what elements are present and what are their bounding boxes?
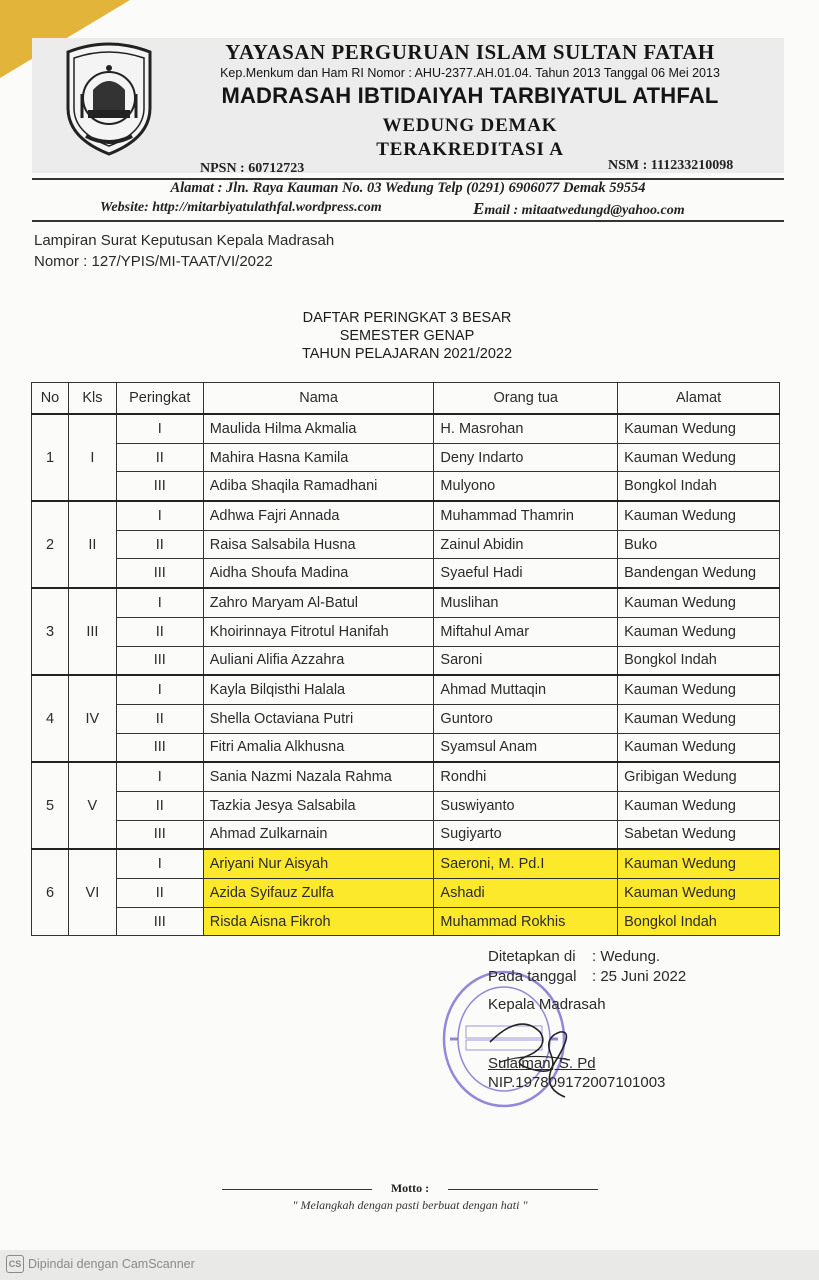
ranking-table bbox=[31, 382, 780, 936]
cell-alamat: Buko bbox=[618, 530, 780, 559]
cell-peringkat: I bbox=[116, 414, 203, 443]
table-row bbox=[32, 530, 780, 559]
cell-nama: Kayla Bilqisthi Halala bbox=[203, 675, 434, 704]
cell-peringkat: III bbox=[116, 559, 203, 588]
cell-alamat: Kauman Wedung bbox=[618, 588, 780, 617]
cell-nama: Adiba Shaqila Ramadhani bbox=[203, 472, 434, 501]
motto-rule-right bbox=[448, 1189, 598, 1190]
cell-orang-tua: Mulyono bbox=[434, 472, 618, 501]
cell-orang-tua: Sugiyarto bbox=[434, 820, 618, 849]
cell-orang-tua: Syamsul Anam bbox=[434, 733, 618, 762]
camscanner-icon: CS bbox=[6, 1255, 24, 1273]
cell-peringkat: I bbox=[116, 501, 203, 530]
table-header-row bbox=[32, 383, 780, 415]
place-value: : Wedung. bbox=[592, 948, 661, 965]
header-peringkat: Peringkat bbox=[116, 383, 203, 415]
cell-orang-tua: Saeroni, M. Pd.I bbox=[434, 849, 618, 878]
scanner-label: Dipindai dengan CamScanner bbox=[28, 1257, 195, 1271]
cell-orang-tua: Muhammad Thamrin bbox=[434, 501, 618, 530]
cell-alamat: Kauman Wedung bbox=[618, 791, 780, 820]
place-label: Ditetapkan di bbox=[488, 948, 576, 965]
table-row bbox=[32, 588, 780, 617]
school-location: WEDUNG DEMAK bbox=[382, 115, 558, 136]
cell-orang-tua: Muhammad Rokhis bbox=[434, 907, 618, 936]
table-row bbox=[32, 762, 780, 791]
cell-kelas: I bbox=[68, 414, 116, 501]
cell-nama: Tazkia Jesya Salsabila bbox=[203, 791, 434, 820]
cell-orang-tua: Deny Indarto bbox=[434, 443, 618, 472]
cell-alamat: Kauman Wedung bbox=[618, 443, 780, 472]
cell-orang-tua: Ashadi bbox=[434, 879, 618, 908]
table-row bbox=[32, 675, 780, 704]
cell-alamat: Kauman Wedung bbox=[618, 704, 780, 733]
cell-peringkat: III bbox=[116, 646, 203, 675]
cell-alamat: Kauman Wedung bbox=[618, 414, 780, 443]
table-row bbox=[32, 501, 780, 530]
table-row bbox=[32, 472, 780, 501]
cell-no: 4 bbox=[32, 675, 69, 762]
signer-nip: NIP.197809172007101003 bbox=[488, 1074, 666, 1091]
table-row bbox=[32, 443, 780, 472]
cell-no: 3 bbox=[32, 588, 69, 675]
table-row bbox=[32, 704, 780, 733]
cell-orang-tua: Zainul Abidin bbox=[434, 530, 618, 559]
cell-no: 6 bbox=[32, 849, 69, 936]
date-value: : 25 Juni 2022 bbox=[592, 968, 687, 985]
cell-alamat: Kauman Wedung bbox=[618, 501, 780, 530]
cell-kelas: IV bbox=[68, 675, 116, 762]
scanner-watermark bbox=[6, 1255, 195, 1273]
cell-orang-tua: Suswiyanto bbox=[434, 791, 618, 820]
table-row bbox=[32, 646, 780, 675]
cell-nama: Azida Syifauz Zulfa bbox=[203, 879, 434, 908]
cell-alamat: Bandengan Wedung bbox=[618, 559, 780, 588]
cell-nama: Fitri Amalia Alkhusna bbox=[203, 733, 434, 762]
cell-peringkat: III bbox=[116, 907, 203, 936]
table-row bbox=[32, 879, 780, 908]
cell-peringkat: III bbox=[116, 733, 203, 762]
cell-alamat: Kauman Wedung bbox=[618, 733, 780, 762]
cell-orang-tua: Ahmad Muttaqin bbox=[434, 675, 618, 704]
cell-kelas: III bbox=[68, 588, 116, 675]
cell-alamat: Bongkol Indah bbox=[618, 472, 780, 501]
cell-nama: Adhwa Fajri Annada bbox=[203, 501, 434, 530]
cell-orang-tua: Syaeful Hadi bbox=[434, 559, 618, 588]
cell-alamat: Kauman Wedung bbox=[618, 617, 780, 646]
header-kls: Kls bbox=[68, 383, 116, 415]
cell-orang-tua: Guntoro bbox=[434, 704, 618, 733]
cell-kelas: VI bbox=[68, 849, 116, 936]
cell-peringkat: I bbox=[116, 675, 203, 704]
cell-nama: Risda Aisna Fikroh bbox=[203, 907, 434, 936]
table-row bbox=[32, 559, 780, 588]
header-no: No bbox=[32, 383, 69, 415]
cell-kelas: II bbox=[68, 501, 116, 588]
cell-peringkat: I bbox=[116, 588, 203, 617]
table-row bbox=[32, 907, 780, 936]
cell-nama: Ahmad Zulkarnain bbox=[203, 820, 434, 849]
table-row bbox=[32, 733, 780, 762]
cell-alamat: Sabetan Wedung bbox=[618, 820, 780, 849]
cell-nama: Aidha Shoufa Madina bbox=[203, 559, 434, 588]
nsm: NSM : 111233210098 bbox=[608, 158, 734, 173]
cell-nama: Khoirinnaya Fitrotul Hanifah bbox=[203, 617, 434, 646]
cell-orang-tua: H. Masrohan bbox=[434, 414, 618, 443]
doc-subtitle-year: TAHUN PELAJARAN 2021/2022 bbox=[301, 346, 513, 362]
cell-kelas: V bbox=[68, 762, 116, 849]
decree-line: Kep.Menkum dan Ham RI Nomor : AHU-2377.AH.01.04. Tahun 2013 Tanggal 06 Mei 2013 bbox=[220, 66, 720, 80]
accreditation: TERAKREDITASI A bbox=[376, 139, 564, 160]
table-row bbox=[32, 617, 780, 646]
cell-peringkat: I bbox=[116, 849, 203, 878]
cell-orang-tua: Miftahul Amar bbox=[434, 617, 618, 646]
motto-text: " Melangkah dengan pasti berbuat dengan hati " bbox=[292, 1198, 528, 1212]
cell-nama: Raisa Salsabila Husna bbox=[203, 530, 434, 559]
header-alamat: Alamat bbox=[618, 383, 780, 415]
email-text: mail : mitaatwedungd@yahoo.com bbox=[484, 203, 685, 218]
cell-peringkat: II bbox=[116, 879, 203, 908]
header-orang-tua: Orang tua bbox=[434, 383, 618, 415]
cell-nama: Auliani Alifia Azzahra bbox=[203, 646, 434, 675]
school-name: MADRASAH IBTIDAIYAH TARBIYATUL ATHFAL bbox=[221, 83, 719, 108]
school-address: Alamat : Jln. Raya Kauman No. 03 Wedung Telp (0291) 6906077 Demak 59554 bbox=[170, 180, 646, 196]
cell-peringkat: II bbox=[116, 704, 203, 733]
cell-peringkat: II bbox=[116, 443, 203, 472]
cell-alamat: Bongkol Indah bbox=[618, 907, 780, 936]
cell-orang-tua: Muslihan bbox=[434, 588, 618, 617]
reference-line-2: Nomor : 127/YPIS/MI-TAAT/VI/2022 bbox=[34, 253, 273, 270]
doc-title: DAFTAR PERINGKAT 3 BESAR bbox=[302, 310, 512, 326]
cell-peringkat: III bbox=[116, 820, 203, 849]
cell-nama: Maulida Hilma Akmalia bbox=[203, 414, 434, 443]
header-rule-bottom bbox=[32, 220, 784, 222]
reference-line-1: Lampiran Surat Keputusan Kepala Madrasah bbox=[34, 232, 335, 249]
cell-nama: Mahira Hasna Kamila bbox=[203, 443, 434, 472]
cell-alamat: Bongkol Indah bbox=[618, 646, 780, 675]
cell-nama: Shella Octaviana Putri bbox=[203, 704, 434, 733]
school-website: Website: http://mitarbiyatulathfal.wordpress.com bbox=[100, 200, 382, 215]
cell-peringkat: I bbox=[116, 762, 203, 791]
cell-nama: Zahro Maryam Al-Batul bbox=[203, 588, 434, 617]
date-label: Pada tanggal bbox=[488, 968, 577, 985]
cell-no: 2 bbox=[32, 501, 69, 588]
cell-peringkat: II bbox=[116, 617, 203, 646]
school-logo bbox=[60, 38, 158, 156]
cell-peringkat: II bbox=[116, 530, 203, 559]
school-email bbox=[473, 199, 685, 219]
cell-alamat: Gribigan Wedung bbox=[618, 762, 780, 791]
table-row bbox=[32, 849, 780, 878]
cell-nama: Sania Nazmi Nazala Rahma bbox=[203, 762, 434, 791]
cell-alamat: Kauman Wedung bbox=[618, 879, 780, 908]
doc-subtitle-semester: SEMESTER GENAP bbox=[339, 328, 475, 344]
cell-no: 5 bbox=[32, 762, 69, 849]
cell-no: 1 bbox=[32, 414, 69, 501]
signer-role: Kepala Madrasah bbox=[488, 996, 606, 1013]
header-nama: Nama bbox=[203, 383, 434, 415]
motto-label: Motto : bbox=[390, 1181, 430, 1195]
cell-peringkat: II bbox=[116, 791, 203, 820]
foundation-name: YAYASAN PERGURUAN ISLAM SULTAN FATAH bbox=[225, 40, 715, 64]
cell-peringkat: III bbox=[116, 472, 203, 501]
email-icon: E bbox=[473, 199, 485, 218]
table-row bbox=[32, 820, 780, 849]
signer-name: Sulaiman, S. Pd bbox=[488, 1055, 596, 1072]
cell-orang-tua: Rondhi bbox=[434, 762, 618, 791]
table-body bbox=[32, 414, 780, 936]
cell-nama: Ariyani Nur Aisyah bbox=[203, 849, 434, 878]
cell-alamat: Kauman Wedung bbox=[618, 675, 780, 704]
table-row bbox=[32, 791, 780, 820]
cell-orang-tua: Saroni bbox=[434, 646, 618, 675]
cell-alamat: Kauman Wedung bbox=[618, 849, 780, 878]
npsn: NPSN : 60712723 bbox=[200, 161, 305, 176]
table-row bbox=[32, 414, 780, 443]
